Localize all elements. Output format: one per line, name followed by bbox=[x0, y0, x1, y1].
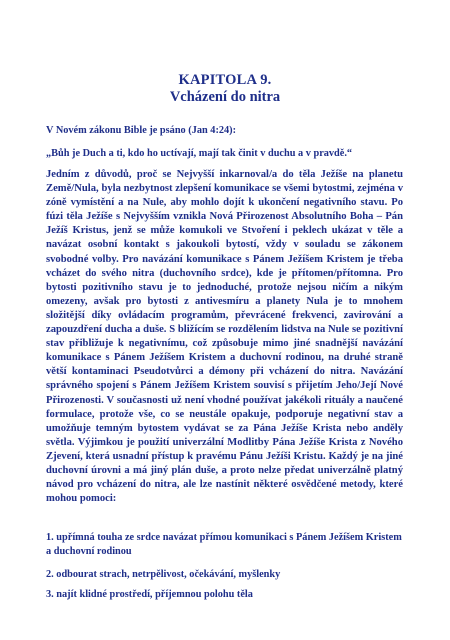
chapter-title: KAPITOLA 9. bbox=[178, 72, 272, 88]
chapter-heading bbox=[0, 72, 450, 106]
intro-line: V Novém zákonu Bible je psáno (Jan 4:24): bbox=[46, 125, 237, 136]
list-item: 1. upřímná touha ze srdce navázat přímou komunikaci s Pánem Ježíšem Kristem a duchovní rodinou bbox=[46, 532, 402, 557]
chapter-subtitle: Vcházení do nitra bbox=[169, 89, 281, 105]
list-item: 3. najít klidné prostředí, příjemnou polohu těla bbox=[46, 589, 253, 600]
list-item: 2. odbourat strach, netrpělivost, očekávání, myšlenky bbox=[46, 569, 281, 580]
body-paragraph: Jedním z důvodů, proč se Nejvyšší inkarnoval/a do těla Ježíše na planetu Země/Nula, byla nezbytnost zlepšení komunikace se všemi bytostmi, zejména v zóně vymístění a na Nule, aby mohlo dojít k ukončení negativního stavu. Po fúzi těla Ježíše s Nejvyšším vznikla Nová Přirozenost Absolutního Boha – Pán Ježíš Kristus, jenž se může komukoli ve Stvoření i peklech ukázat v těle a navázat osobní kontakt s jakoukoli bytostí, vždy v souladu se zákonem svobodné volby. Pro navázání komunikace s Pánem Ježíšem Kristem je třeba vcházet do svého nitra (duchovního srdce), kde je přítomen/přítomna. Pro bytosti pozitivního stavu je to jednoduché, protože nejsou ničím a nikým omezeny, avšak pro bytosti z antivesmíru a planety Nula je to mnohem složitější díky ovládacím programům, převrácené frekvenci, zavirování a zapouzdření ducha a duše. S bližícím se rozdělením lidstva na Nule se pozitivní stav přibližuje k negativnímu, což způsobuje mimo jiné snadnější navázání komunikace s Pánem Ježíšem Kristem a duchovní rodinou, na druhé straně větší kontaminaci Pseudotvůrci a démony při vcházení do nitra. Navázání správného spojení s Pánem Ježíšem Kristem souvisí s přijetím Jeho/Její Nové Přirozenosti. V současnosti už není vhodné používat jakékoli rituály a naučené formulace, protože vše, co se neustále opakuje, podporuje negativní stav a umožňuje temným bytostem vydávat se za Pána Ježíše Krista nebo anděly světla. Výjimkou je použití univerzální Modlitby Pána Ježíše Krista z Nového Zjevení, která usnadní přístup k pravému Pánu Ježíši Kristu. Každý je na jiné duchovní úrovni a má jiný plán duše, a proto nelze předat univerzálně platný návod pro vcházení do nitra, ale lze nastínit některé osvědčené metody, které mohou pomoci: bbox=[46, 169, 403, 505]
bible-quote: „Bůh je Duch a ti, kdo ho uctívají, mají tak činit v duchu a v pravdě.“ bbox=[46, 148, 353, 159]
